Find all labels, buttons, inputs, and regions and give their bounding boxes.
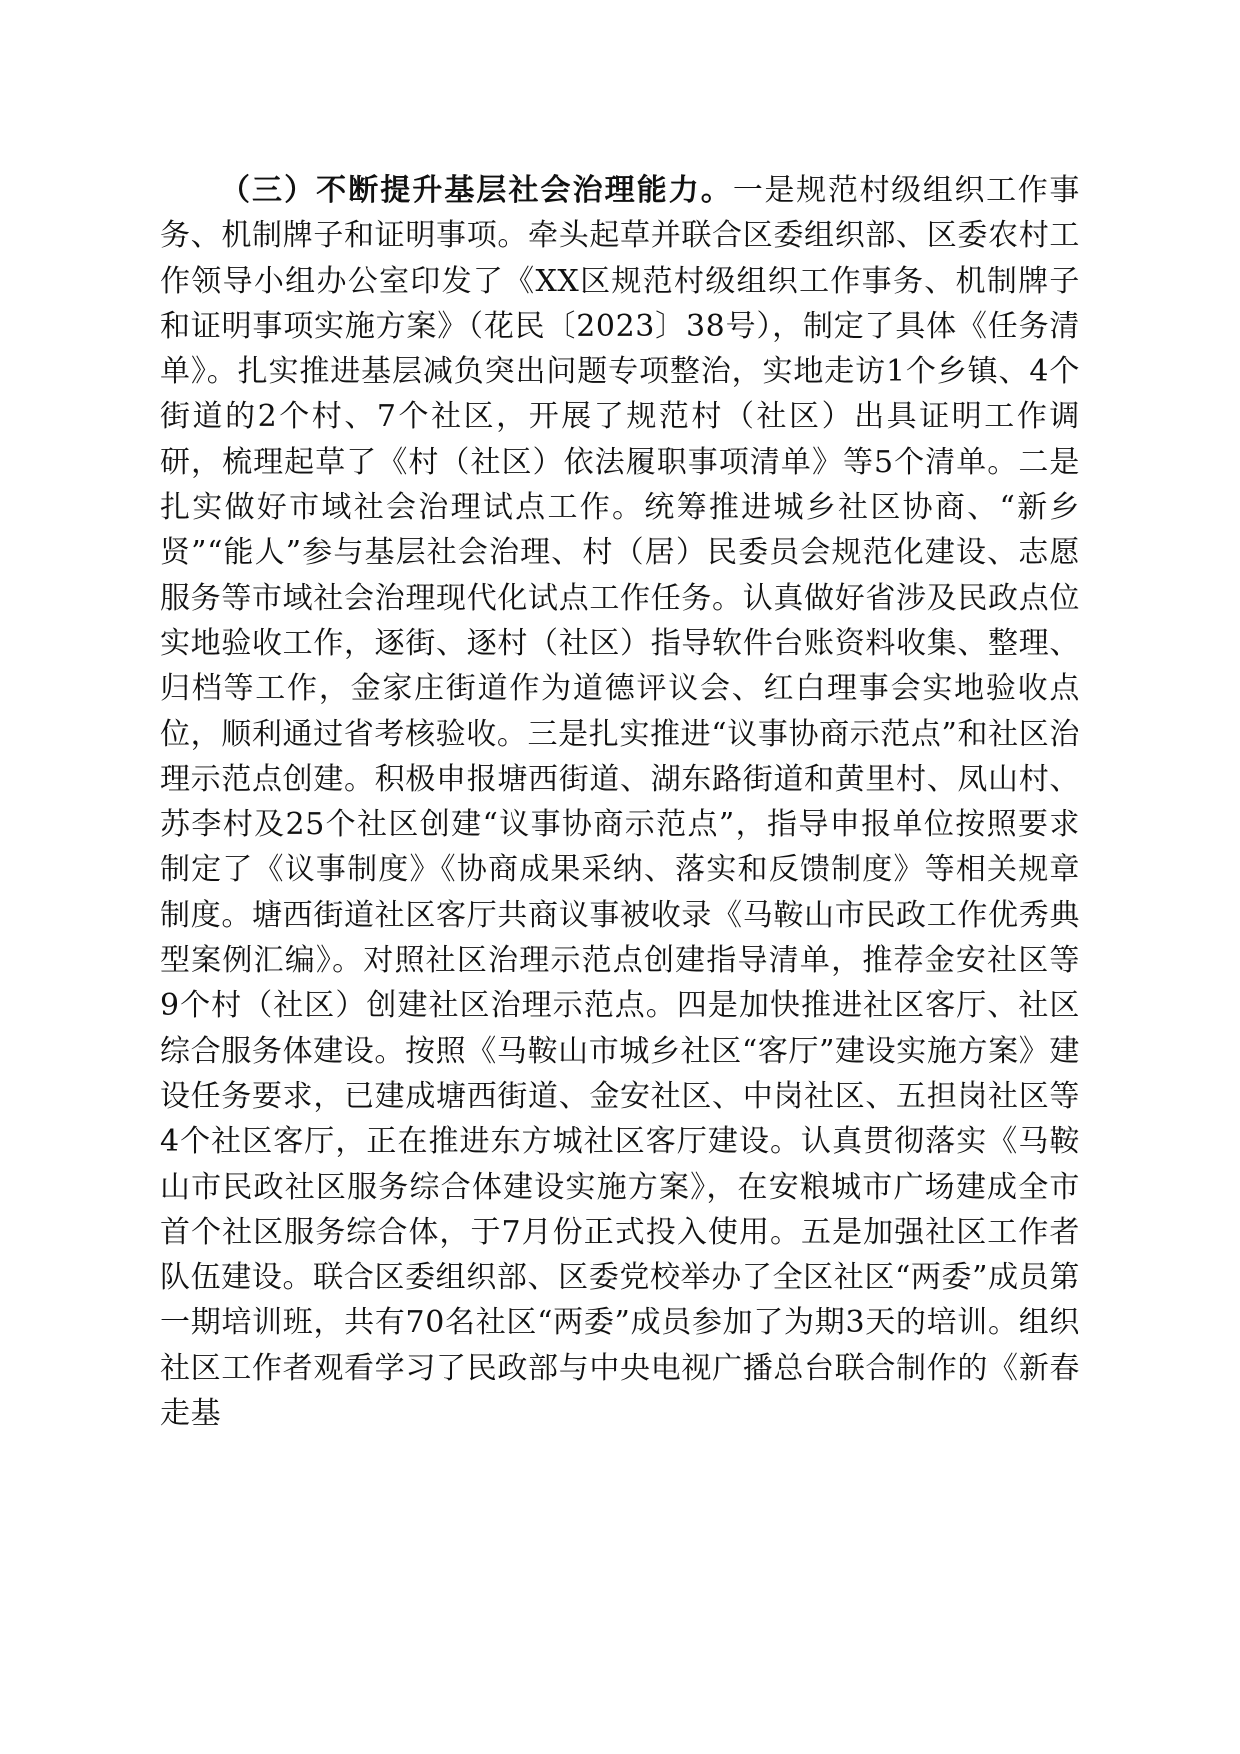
section-heading: （三）不断提升基层社会治理能力。 [220,173,733,208]
body-paragraph [160,168,1080,1436]
section-body: 一是规范村级组织工作事务、机制牌子和证明事项。牵头起草并联合区委组织部、区委农村工作领导小组办公室印发了《XX区规范村级组织工作事务、机制牌子和证明事项实施方案》（花民〔2023〕38号），制定了具体《任务清单》。扎实推进基层减负突出问题专项整治，实地走访1个乡镇、4个街道的2个村、7个社区，开展了规范村（社区）出具证明工作调研，梳理起草了《村（社区）依法履职事项清单》等5个清单。二是扎实做好市域社会治理试点工作。统筹推进城乡社区协商、“新乡贤”“能人”参与基层社会治理、村（居）民委员会规范化建设、志愿服务等市域社会治理现代化试点工作任务。认真做好省涉及民政点位实地验收工作，逐街、逐村（社区）指导软件台账资料收集、整理、归档等工作，金家庄街道作为道德评议会、红白理事会实地验收点位，顺利通过省考核验收。三是扎实推进“议事协商示范点”和社区治理示范点创建。积极申报塘西街道、湖东路街道和黄里村、凤山村、苏李村及25个社区创建“议事协商示范点”，指导申报单位按照要求制定了《议事制度》《协商成果采纳、落实和反馈制度》等相关规章制度。塘西街道社区客厅共商议事被收录《马鞍山市民政工作优秀典型案例汇编》。对照社区治理示范点创建指导清单，推荐金安社区等9个村（社区）创建社区治理示范点。四是加快推进社区客厅、社区综合服务体建设。按照《马鞍山市城乡社区“客厅”建设实施方案》建设任务要求，已建成塘西街道、金安社区、中岗社区、五担岗社区等4个社区客厅，正在推进东方城社区客厅建设。认真贯彻落实《马鞍山市民政社区服务综合体建设实施方案》，在安粮城市广场建成全市首个社区服务综合体，于7月份正式投入使用。五是加强社区工作者队伍建设。联合区委组织部、区委党校举办了全区社区“两委”成员第一期培训班，共有70名社区“两委”成员参加了为期3天的培训。组织社区工作者观看学习了民政部与中央电视广播总台联合制作的《新春走基 [160,173,1080,1432]
